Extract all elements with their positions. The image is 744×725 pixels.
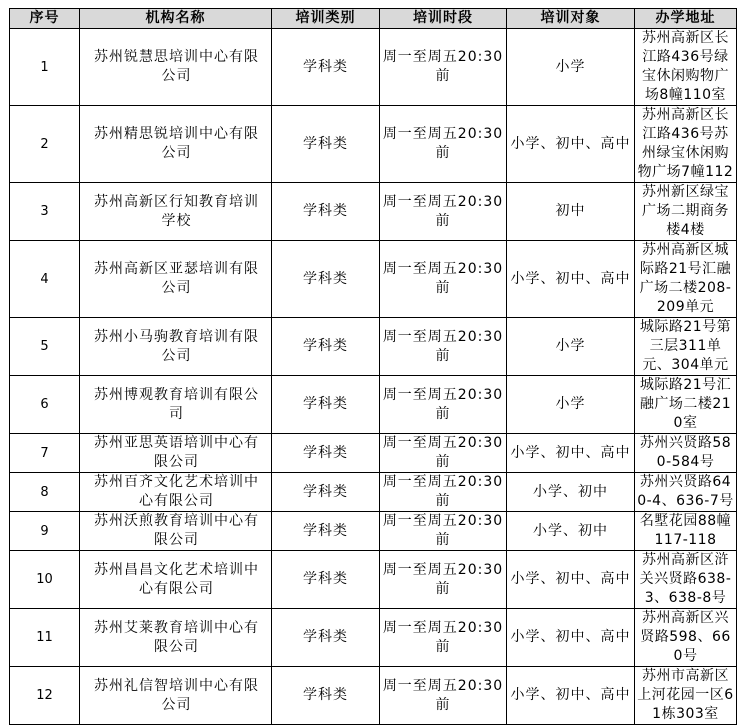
cell-address: 苏州高新区城际路21号汇融广场二楼208-209单元 bbox=[635, 241, 737, 318]
cell-time: 周一至周五20:30前 bbox=[380, 241, 507, 318]
cell-target: 初中 bbox=[507, 183, 635, 241]
cell-category: 学科类 bbox=[272, 183, 380, 241]
table-row bbox=[10, 376, 737, 434]
table-header-row bbox=[10, 9, 737, 29]
cell-name: 苏州博观教育培训有限公司 bbox=[80, 376, 272, 434]
cell-number: 8 bbox=[10, 473, 80, 512]
cell-time: 周一至周五20:30前 bbox=[380, 183, 507, 241]
table-row bbox=[10, 318, 737, 376]
cell-target: 小学、初中、高中 bbox=[507, 609, 635, 667]
cell-address: 城际路21号第三层311单元、304单元 bbox=[635, 318, 737, 376]
table-row bbox=[10, 551, 737, 609]
header-number: 序号 bbox=[10, 9, 80, 29]
cell-category: 学科类 bbox=[272, 29, 380, 106]
cell-name: 苏州礼信智培训中心有限公司 bbox=[80, 667, 272, 725]
cell-category: 学科类 bbox=[272, 667, 380, 725]
cell-target: 小学、初中、高中 bbox=[507, 241, 635, 318]
cell-number: 1 bbox=[10, 29, 80, 106]
cell-time: 周一至周五20:30前 bbox=[380, 106, 507, 183]
cell-name: 苏州亚思英语培训中心有限公司 bbox=[80, 434, 272, 473]
cell-number: 10 bbox=[10, 551, 80, 609]
table-row bbox=[10, 667, 737, 725]
cell-number: 9 bbox=[10, 512, 80, 551]
cell-time: 周一至周五20:30前 bbox=[380, 551, 507, 609]
table-row bbox=[10, 106, 737, 183]
cell-target: 小学、初中、高中 bbox=[507, 106, 635, 183]
cell-address: 苏州高新区长江路436号苏州绿宝休闲购物广场7幢112 bbox=[635, 106, 737, 183]
cell-target: 小学、初中、高中 bbox=[507, 667, 635, 725]
cell-address: 苏州高新区长江路436号绿宝休闲购物广场8幢110室 bbox=[635, 29, 737, 106]
cell-number: 7 bbox=[10, 434, 80, 473]
header-category: 培训类别 bbox=[272, 9, 380, 29]
cell-number: 5 bbox=[10, 318, 80, 376]
table-row bbox=[10, 512, 737, 551]
table-row bbox=[10, 473, 737, 512]
cell-category: 学科类 bbox=[272, 434, 380, 473]
cell-category: 学科类 bbox=[272, 318, 380, 376]
cell-time: 周一至周五20:30前 bbox=[380, 318, 507, 376]
cell-target: 小学 bbox=[507, 376, 635, 434]
cell-name: 苏州高新区行知教育培训学校 bbox=[80, 183, 272, 241]
header-name: 机构名称 bbox=[80, 9, 272, 29]
table-row bbox=[10, 29, 737, 106]
cell-name: 苏州昌昌文化艺术培训中心有限公司 bbox=[80, 551, 272, 609]
cell-address: 苏州兴贤路580-584号 bbox=[635, 434, 737, 473]
header-target: 培训对象 bbox=[507, 9, 635, 29]
cell-number: 11 bbox=[10, 609, 80, 667]
cell-category: 学科类 bbox=[272, 106, 380, 183]
cell-time: 周一至周五20:30前 bbox=[380, 609, 507, 667]
cell-target: 小学 bbox=[507, 318, 635, 376]
header-time: 培训时段 bbox=[380, 9, 507, 29]
cell-time: 周一至周五20:30前 bbox=[380, 512, 507, 551]
table-row bbox=[10, 434, 737, 473]
cell-name: 苏州锐慧思培训中心有限公司 bbox=[80, 29, 272, 106]
cell-name: 苏州沃煎教育培训中心有限公司 bbox=[80, 512, 272, 551]
cell-time: 周一至周五20:30前 bbox=[380, 376, 507, 434]
cell-time: 周一至周五20:30前 bbox=[380, 473, 507, 512]
cell-address: 苏州新区绿宝广场二期商务楼4楼 bbox=[635, 183, 737, 241]
cell-category: 学科类 bbox=[272, 609, 380, 667]
cell-category: 学科类 bbox=[272, 473, 380, 512]
cell-number: 4 bbox=[10, 241, 80, 318]
cell-name: 苏州艾莱教育培训中心有限公司 bbox=[80, 609, 272, 667]
cell-address: 苏州市高新区上河花园一区61栋303室 bbox=[635, 667, 737, 725]
header-address: 办学地址 bbox=[635, 9, 737, 29]
cell-category: 学科类 bbox=[272, 376, 380, 434]
cell-address: 苏州高新区浒关兴贤路638-3、638-8号 bbox=[635, 551, 737, 609]
cell-target: 小学、初中、高中 bbox=[507, 434, 635, 473]
cell-name: 苏州百齐文化艺术培训中心有限公司 bbox=[80, 473, 272, 512]
cell-address: 名墅花园88幢117-118 bbox=[635, 512, 737, 551]
cell-category: 学科类 bbox=[272, 512, 380, 551]
cell-number: 12 bbox=[10, 667, 80, 725]
cell-target: 小学、初中 bbox=[507, 473, 635, 512]
table-row bbox=[10, 609, 737, 667]
institution-table bbox=[9, 8, 737, 725]
cell-category: 学科类 bbox=[272, 551, 380, 609]
cell-number: 2 bbox=[10, 106, 80, 183]
cell-time: 周一至周五20:30前 bbox=[380, 667, 507, 725]
cell-address: 苏州高新区兴贤路598、660号 bbox=[635, 609, 737, 667]
cell-target: 小学、初中、高中 bbox=[507, 551, 635, 609]
cell-name: 苏州精思锐培训中心有限公司 bbox=[80, 106, 272, 183]
cell-time: 周一至周五20:30前 bbox=[380, 434, 507, 473]
institution-table-container bbox=[9, 8, 736, 725]
cell-target: 小学 bbox=[507, 29, 635, 106]
cell-number: 3 bbox=[10, 183, 80, 241]
cell-name: 苏州小马驹教育培训有限公司 bbox=[80, 318, 272, 376]
cell-address: 苏州兴贤路640-4、636-7号 bbox=[635, 473, 737, 512]
table-row bbox=[10, 183, 737, 241]
cell-category: 学科类 bbox=[272, 241, 380, 318]
cell-target: 小学、初中 bbox=[507, 512, 635, 551]
table-row bbox=[10, 241, 737, 318]
cell-number: 6 bbox=[10, 376, 80, 434]
cell-address: 城际路21号汇融广场二楼210室 bbox=[635, 376, 737, 434]
cell-name: 苏州高新区亚瑟培训有限公司 bbox=[80, 241, 272, 318]
cell-time: 周一至周五20:30前 bbox=[380, 29, 507, 106]
